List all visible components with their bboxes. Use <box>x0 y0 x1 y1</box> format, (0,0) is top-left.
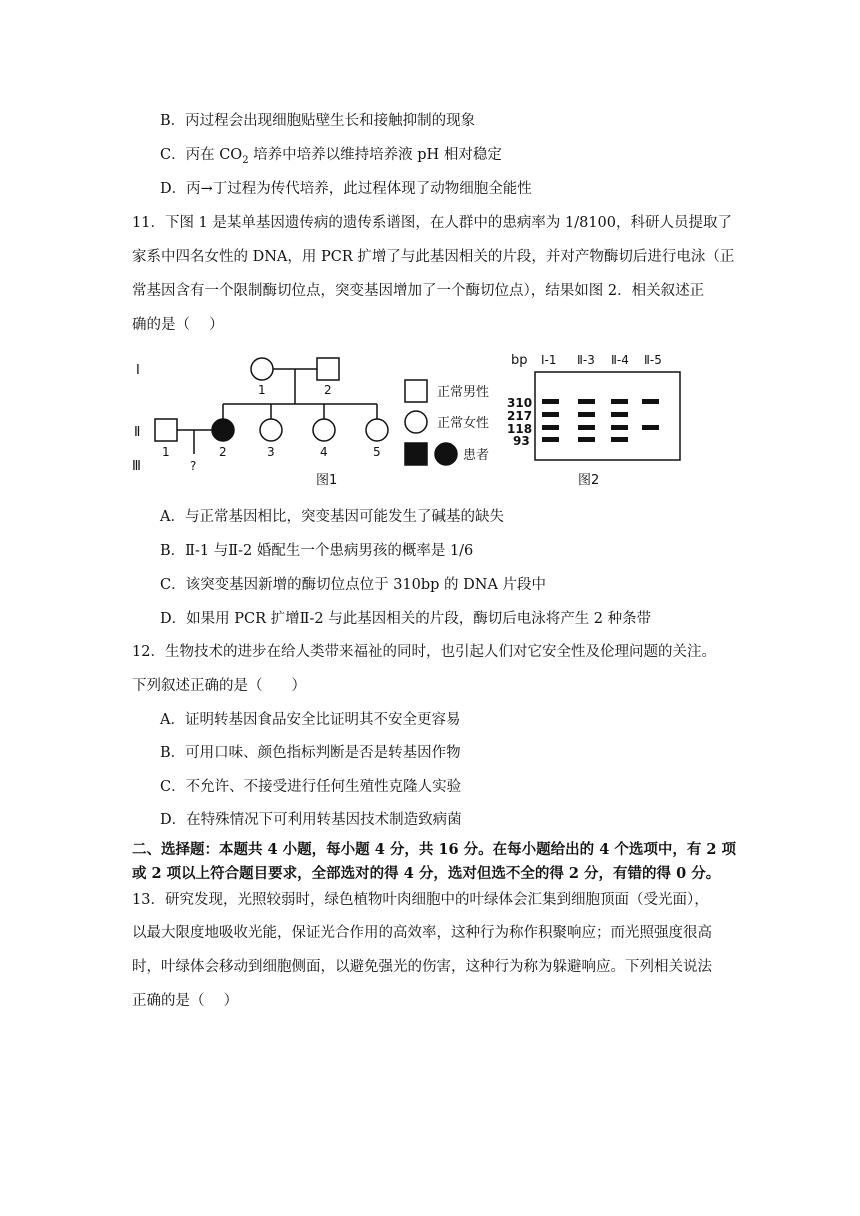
band-i1-310 <box>542 399 559 404</box>
label-ii1: 1 <box>162 445 170 459</box>
q11-option-c: C．该突变基因新增的酶切位点位于 310bp 的 DNA 片段中 <box>160 577 547 593</box>
figure2-gel <box>507 353 680 488</box>
size-310: 310 <box>507 396 533 410</box>
legend-patient-label: 患者 <box>463 448 490 463</box>
size-93: 93 <box>513 434 530 448</box>
q13-stem-line-3: 时，叶绿体会移动到细胞侧面，以避免强光的伤害，这种行为称为躲避响应。下列相关说法 <box>132 959 712 975</box>
pedigree-ii4-normal-female <box>313 419 335 441</box>
pedigree-i1-normal-female <box>251 358 273 380</box>
legend-male-label: 正常男性 <box>437 385 490 400</box>
legend-affected-male-symbol <box>405 443 427 465</box>
q11-option-a: A．与正常基因相比，突变基因可能发生了碱基的缺失 <box>160 509 504 525</box>
section2-heading-line-2: 或 2 项以上符合题目要求，全部选对的得 4 分，选对但选不全的得 2 分，有错的得 0 分。 <box>132 865 721 882</box>
lane-label-ii5: Ⅱ-5 <box>644 353 662 367</box>
lane-label-ii4: Ⅱ-4 <box>611 353 629 367</box>
q11-stem-line-4: 确的是（ ） <box>132 317 224 333</box>
band-ii3-118 <box>578 425 595 430</box>
label-ii5: 5 <box>373 445 381 459</box>
gel-bp-label: bp <box>511 353 528 368</box>
q12-option-b: B．可用口味、颜色指标判断是否是转基因作物 <box>160 745 461 761</box>
q10-option-c-post: 培养中培养以维持培养液 pH 相对稳定 <box>248 147 502 163</box>
band-ii3-93 <box>578 437 595 442</box>
q13-stem-line-1: 13．研究发现，光照较弱时，绿色植物叶肉细胞中的叶绿体会汇集到细胞顶面（受光面）， <box>132 892 709 908</box>
pedigree-ii2-affected-female <box>212 419 234 441</box>
section2-heading-line-1: 二、选择题：本题共 4 小题，每小题 4 分，共 16 分。在每小题给出的 4 个选项中，有 2 项 <box>132 841 737 858</box>
size-217: 217 <box>507 409 533 423</box>
pedigree-ii5-normal-female <box>366 419 388 441</box>
legend-female-symbol <box>405 411 427 433</box>
band-ii4-93 <box>611 437 628 442</box>
gen-label-ii: Ⅱ <box>134 425 141 440</box>
q11-stem-line-1: 11．下图 1 是某单基因遗传病的遗传系谱图，在人群中的患病率为 1/8100，科研人员提取了 <box>132 215 733 231</box>
q12-option-d: D．在特殊情况下可利用转基因技术制造致病菌 <box>160 812 462 828</box>
q12-option-c: C．不允许、不接受进行任何生殖性克隆人实验 <box>160 779 462 795</box>
label-ii2: 2 <box>219 445 227 459</box>
band-ii4-310 <box>611 399 628 404</box>
q11-stem-line-3: 常基因含有一个限制酶切位点，突变基因增加了一个酶切位点），结果如图 2．相关叙述正 <box>132 283 705 299</box>
q13-stem-line-2: 以最大限度地吸收光能，保证光合作用的高效率，这种行为称作积聚响应；而光照强度很高 <box>132 925 712 941</box>
q11-stem-line-2: 家系中四名女性的 DNA，用 PCR 扩增了与此基因相关的片段，并对产物酶切后进行电泳（正 <box>132 249 735 265</box>
q12-stem-line-2: 下列叙述正确的是（ ） <box>132 678 306 694</box>
q10-option-c-sub: 2 <box>242 154 249 166</box>
band-ii4-217 <box>611 412 628 417</box>
figure-pedigree-and-gel <box>126 348 686 498</box>
label-ii4: 4 <box>320 445 328 459</box>
q12-stem-line-1: 12．生物技术的进步在给人类带来福祉的同时，也引起人们对它安全性及伦理问题的关注。 <box>132 644 716 660</box>
pedigree-ii3-normal-female <box>260 419 282 441</box>
band-i1-118 <box>542 425 559 430</box>
pedigree-ii1-normal-male <box>155 419 177 441</box>
q10-option-b: B．丙过程会出现细胞贴壁生长和接触抑制的现象 <box>160 113 476 129</box>
q11-option-b: B．Ⅱ-1 与Ⅱ-2 婚配生一个患病男孩的概率是 1/6 <box>160 543 474 559</box>
q12-option-a: A．证明转基因食品安全比证明其不安全更容易 <box>160 712 461 728</box>
band-ii3-217 <box>578 412 595 417</box>
q13-stem-line-4: 正确的是（ ） <box>132 993 239 1009</box>
figure1-caption: 图1 <box>316 473 338 488</box>
label-iii-unknown: ? <box>190 459 197 473</box>
q10-option-c <box>160 145 502 171</box>
size-118: 118 <box>507 422 533 436</box>
legend-male-symbol <box>405 380 427 402</box>
label-i2: 2 <box>324 383 332 397</box>
band-ii4-118 <box>611 425 628 430</box>
lane-label-ii3: Ⅱ-3 <box>577 353 595 367</box>
label-ii3: 3 <box>267 445 275 459</box>
q10-option-d: D．丙→丁过程为传代培养，此过程体现了动物细胞全能性 <box>160 181 532 197</box>
band-ii3-310 <box>578 399 595 404</box>
gen-label-i: Ⅰ <box>136 363 140 378</box>
band-i1-93 <box>542 437 559 442</box>
legend-affected-female-symbol <box>435 443 457 465</box>
band-ii5-310 <box>642 399 659 404</box>
figure1-pedigree <box>132 358 489 488</box>
gen-label-iii: Ⅲ <box>132 459 141 474</box>
lane-label-i1: Ⅰ-1 <box>541 353 557 367</box>
legend-female-label: 正常女性 <box>437 416 490 431</box>
band-i1-217 <box>542 412 559 417</box>
figure2-caption: 图2 <box>578 473 600 488</box>
q11-option-d: D．如果用 PCR 扩增Ⅱ-2 与此基因相关的片段，酶切后电泳将产生 2 种条带 <box>160 611 652 627</box>
pedigree-i2-normal-male <box>317 358 339 380</box>
band-ii5-118 <box>642 425 659 430</box>
label-i1: 1 <box>258 383 266 397</box>
q10-option-c-pre: C．丙在 CO <box>160 147 243 163</box>
